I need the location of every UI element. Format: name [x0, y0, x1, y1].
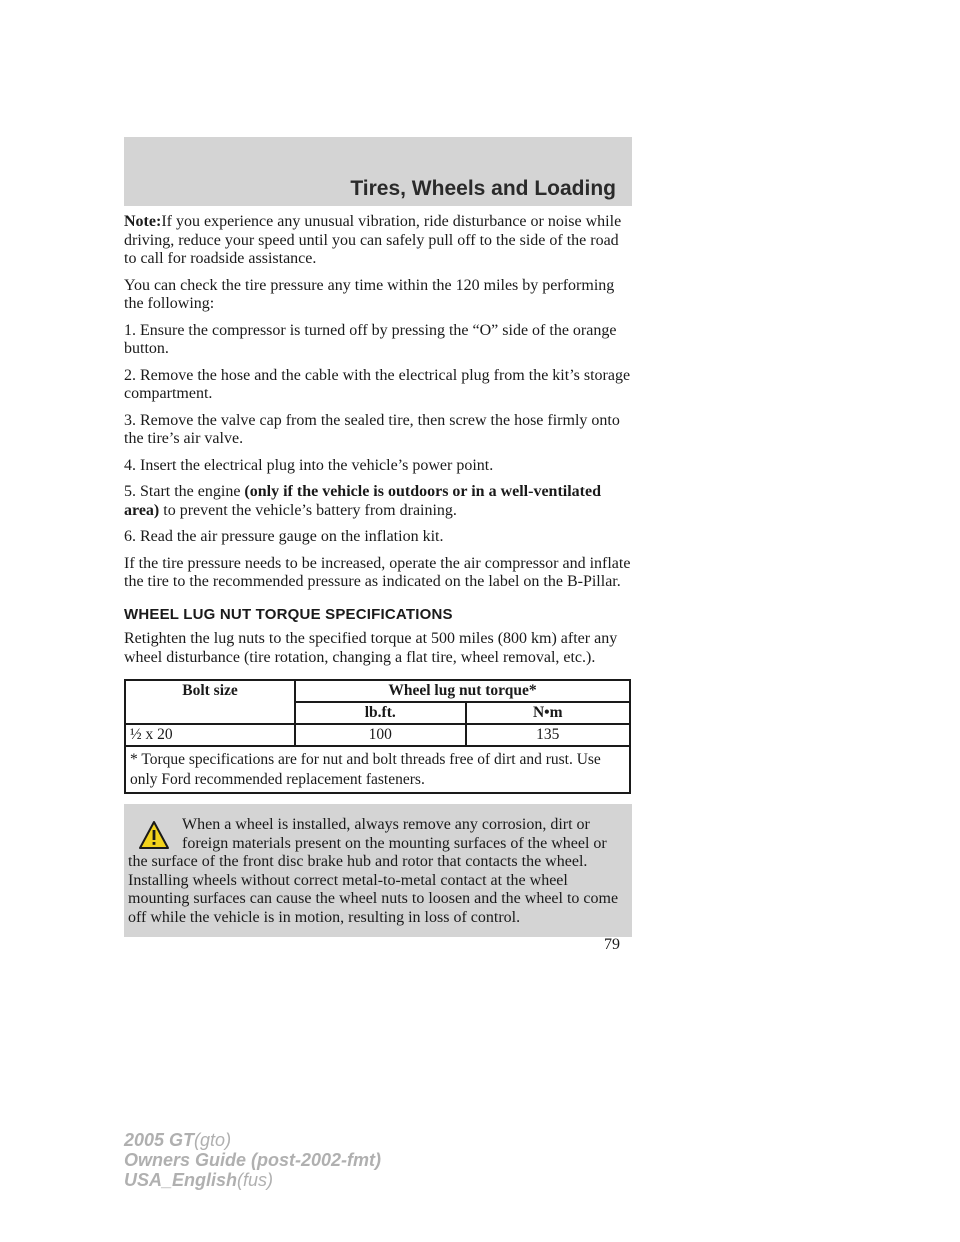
footer-line-1: [124, 1130, 381, 1150]
step-5-bold: (only if the vehicle is outdoors or in a well-ventilated area): [124, 483, 601, 519]
footer-model: 2005 GT: [124, 1130, 195, 1150]
intro-paragraph: You can check the tire pressure any time within the 120 miles by performing the following:: [124, 276, 615, 312]
step-5-end: to prevent the vehicle’s battery from draining.: [163, 501, 457, 519]
footer-line-2: Owners Guide (post-2002-fmt): [124, 1150, 382, 1170]
subheader-lbft: lb.ft.: [295, 702, 466, 724]
cell-bolt-size: ½ x 20: [125, 724, 295, 746]
warning-text: When a wheel is installed, always remove any corrosion, dirt or foreign materials present on the mounting surfaces of the wheel or the surface of the front disc brake hub and rotor that contacts the wheel. Installing wheels without correct metal-to-metal contact at the wheel mounting surfaces can cause the wheel nuts to loosen and the wheel to come off while the vehicle is in motion, resulting in loss of control.: [128, 816, 619, 926]
step-5: [124, 483, 632, 520]
table-row: [125, 724, 630, 746]
note-label: Note:: [124, 213, 162, 230]
header-band: [124, 137, 632, 206]
page-number: 79: [604, 936, 620, 953]
step-3: 3. Remove the valve cap from the sealed tire, then screw the hose firmly onto the tire’s air valve.: [124, 411, 620, 447]
note-text: If you experience any unusual vibration, ride disturbance or noise while driving, reduce your speed until you can safely pull off to the side of the road to call for roadside assistance.: [124, 213, 622, 267]
step-4: 4. Insert the electrical plug into the vehicle’s power point.: [124, 456, 494, 474]
note-paragraph: [124, 213, 632, 269]
footer-language-code: (fus): [237, 1170, 274, 1190]
torque-table: [124, 679, 631, 794]
step-6: 6. Read the air pressure gauge on the inflation kit.: [124, 528, 444, 545]
section-paragraph: Retighten the lug nuts to the specified torque at 500 miles (800 km) after any wheel disturbance (tire rotation, changing a flat tire, wheel removal, etc.).: [124, 630, 618, 666]
footer-line-3: [124, 1170, 381, 1190]
cell-lbft: 100: [295, 724, 466, 746]
step-2: 2. Remove the hose and the cable with the electrical plug from the kit’s storage compartment.: [124, 366, 631, 402]
warning-triangle-icon: [138, 820, 170, 850]
main-content: [124, 213, 632, 937]
col-header-torque: Wheel lug nut torque*: [295, 680, 630, 702]
page-title: Tires, Wheels and Loading: [350, 177, 616, 200]
footer-language: USA_English: [124, 1170, 238, 1190]
cell-nm: 135: [466, 724, 631, 746]
col-header-bolt-size: Bolt size: [125, 680, 295, 724]
table-footnote: * Torque specifications are for nut and bolt threads free of dirt and rust. Use only Ford recommended replacement fasteners.: [125, 746, 630, 793]
warning-box: [124, 804, 632, 937]
step-5-start: 5. Start the engine: [124, 483, 241, 500]
subheader-nm: N•m: [466, 702, 631, 724]
closing-paragraph: If the tire pressure needs to be increased, operate the air compressor and inflate the tire to the recommended pressure as indicated on the label on the B-Pillar.: [124, 554, 631, 590]
section-heading: WHEEL LUG NUT TORQUE SPECIFICATIONS: [124, 605, 453, 623]
footer-model-code: (gto): [194, 1130, 232, 1150]
document-footer: [124, 1130, 381, 1190]
step-1: 1. Ensure the compressor is turned off by pressing the “O” side of the orange button.: [124, 321, 617, 357]
